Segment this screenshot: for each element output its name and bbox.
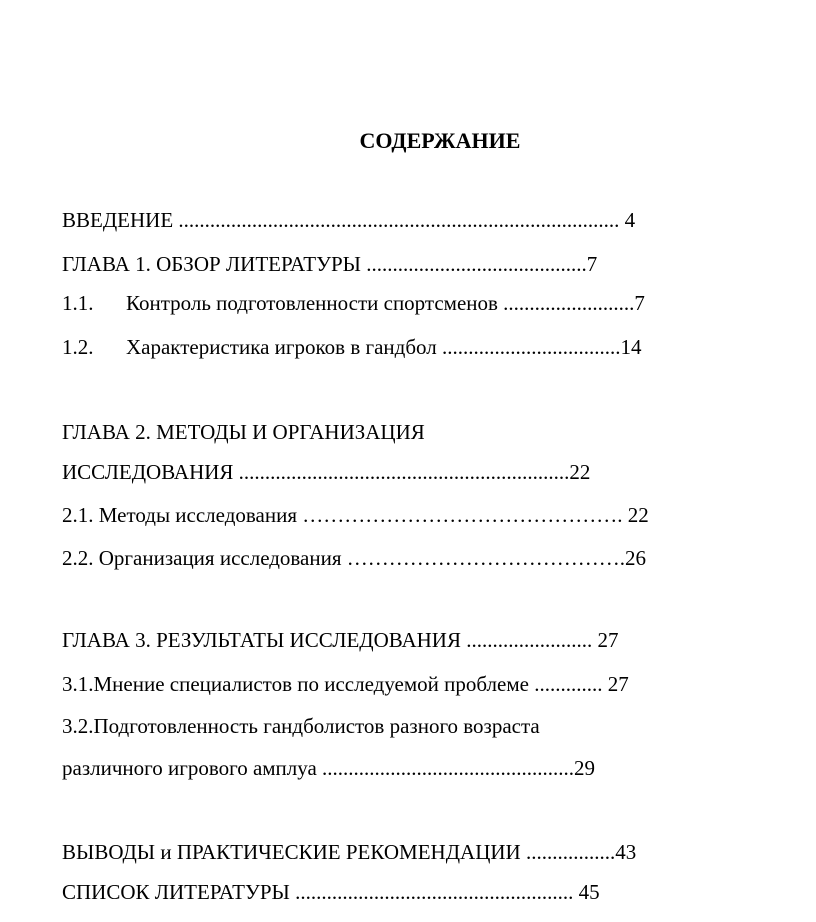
toc-entry-1-2 — [62, 334, 641, 360]
toc-entry-chapter-2-cont: ИССЛЕДОВАНИЯ ...............................................................22 — [62, 460, 591, 484]
page-title: СОДЕРЖАНИЕ — [359, 128, 521, 153]
toc-entry-conclusions: ВЫВОДЫ и ПРАКТИЧЕСКИЕ РЕКОМЕНДАЦИИ .................43 — [62, 840, 637, 864]
toc-entry-title: Характеристика игроков в гандбол ..................................14 — [126, 335, 642, 359]
toc-entry-2-2: 2.2. Организация исследования ………………………………….26 — [62, 546, 647, 570]
toc-entry-3-1: 3.1.Мнение специалистов по исследуемой проблеме ............. 27 — [62, 672, 629, 696]
toc-entry-number: 1.1. — [62, 291, 94, 315]
toc-entry-introduction: ВВЕДЕНИЕ .................................................................................... 4 — [62, 208, 636, 232]
toc-entry-2-1: 2.1. Методы исследования ………………………………………. 22 — [62, 503, 649, 527]
toc-entry-chapter-1: ГЛАВА 1. ОБЗОР ЛИТЕРАТУРЫ ..........................................7 — [62, 252, 598, 276]
toc-entry-title: Контроль подготовленности спортсменов .........................7 — [126, 291, 645, 315]
toc-entry-chapter-2: ГЛАВА 2. МЕТОДЫ И ОРГАНИЗАЦИЯ — [62, 420, 425, 444]
toc-entry-number: 1.2. — [62, 335, 94, 359]
toc-entry-3-2: 3.2.Подготовленность гандболистов разного возраста — [62, 714, 540, 738]
toc-entry-3-2-cont: различного игрового амплуа ................................................29 — [62, 756, 596, 780]
toc-entry-chapter-3: ГЛАВА 3. РЕЗУЛЬТАТЫ ИССЛЕДОВАНИЯ ........................ 27 — [62, 628, 619, 652]
toc-entry-1-1 — [62, 290, 645, 316]
toc-entry-references: СПИСОК ЛИТЕРАТУРЫ ..................................................... 45 — [62, 880, 600, 904]
